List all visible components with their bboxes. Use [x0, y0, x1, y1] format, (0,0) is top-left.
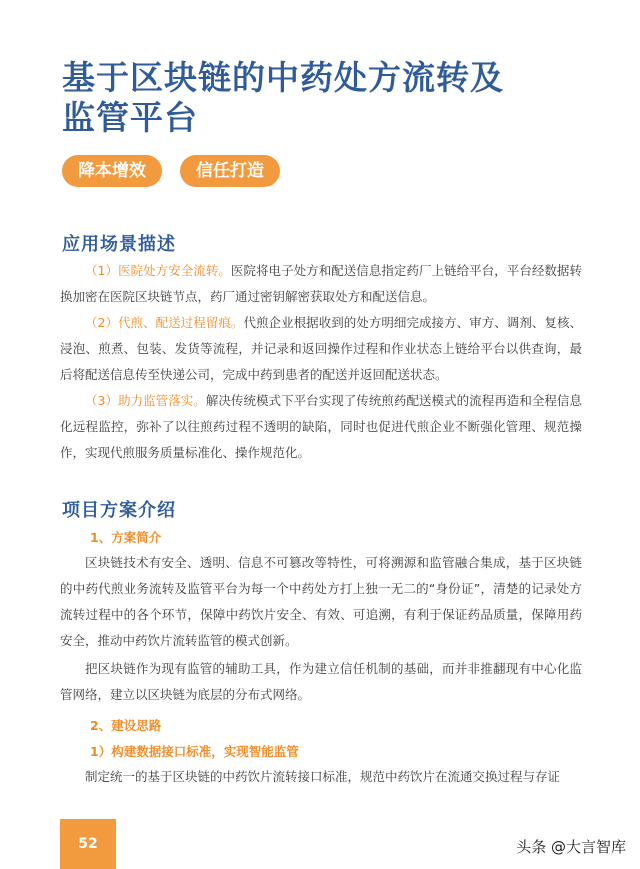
- scenario-lead-2: （2）代煎、配送过程留痕。: [85, 315, 244, 330]
- page-title: [62, 58, 582, 138]
- tag-trust-building: 信任打造: [180, 155, 280, 187]
- scenario-item-3: [60, 388, 582, 466]
- tag-cost-reduction: 降本增效: [62, 155, 162, 187]
- scenario-lead-1: （1）医院处方安全流转。: [85, 263, 231, 278]
- scenario-body-2: 代煎企业根据收到的处方明细完成接方、审方、调剂、复核、浸泡、煎煮、包装、发货等流程，并记录和返回操作过程和作业状态上链给平台以供查询，最后将配送信息传至快递公司，完成中药到患者的配送并返回配送状态。: [60, 315, 582, 382]
- paragraph-auxiliary-tool: 把区块链作为现有监管的辅助工具，作为建立信任机制的基础，而并非推翻现有中心化监管网络，建立以区块链为底层的分布式网络。: [60, 661, 582, 702]
- subheading-interface-standard: 1）构建数据接口标准，实现智能监管: [90, 744, 299, 759]
- scenario-item-2: [60, 310, 582, 388]
- scenario-item-1: [60, 258, 582, 310]
- page-number: 52: [78, 836, 98, 852]
- scenario-lead-3: （3）助力监管落实。: [85, 393, 206, 408]
- section-heading-plan: 项目方案介绍: [62, 500, 176, 521]
- tag-group: [62, 155, 280, 187]
- title-line-1: 基于区块链的中药处方流转及: [62, 58, 504, 97]
- scenario-list: [60, 258, 582, 466]
- scenario-body-3: 解决传统模式下平台实现了传统煎药配送模式的流程再造和全程信息化远程监控，弥补了以往煎药过程不透明的缺陷，同时也促进代煎企业不断强化管理、规范操作，实现代煎服务质量标准化、操作规范化。: [60, 393, 582, 460]
- watermark: 头条 @大言智库: [516, 838, 626, 856]
- scenario-body-1: 医院将电子处方和配送信息指定药厂上链给平台，平台经数据转换加密在医院区块链节点，药厂通过密钥解密获取处方和配送信息。: [60, 263, 582, 304]
- subheading-plan-intro: 1、方案简介: [90, 530, 162, 545]
- page-number-box: [60, 819, 116, 869]
- paragraph-plan-intro: 区块链技术有安全、透明、信息不可篡改等特性，可将溯源和监管融合集成，基于区块链的中药代煎业务流转及监管平台为每一个中药处方打上独一无二的“身份证”，清楚的记录处方流转过程中的各个环节，保障中药饮片安全、有效、可追溯，有利于保证药品质量，保障用药安全，推动中药饮片流转监管的模式创新。: [60, 555, 582, 648]
- section-heading-scenarios: 应用场景描述: [62, 234, 176, 255]
- subheading-construction: 2、建设思路: [90, 718, 162, 733]
- title-line-2: 监管平台: [62, 98, 198, 137]
- paragraph-interface-standard: 制定统一的基于区块链的中药饮片流转接口标准，规范中药饮片在流通交换过程与存证: [85, 769, 561, 784]
